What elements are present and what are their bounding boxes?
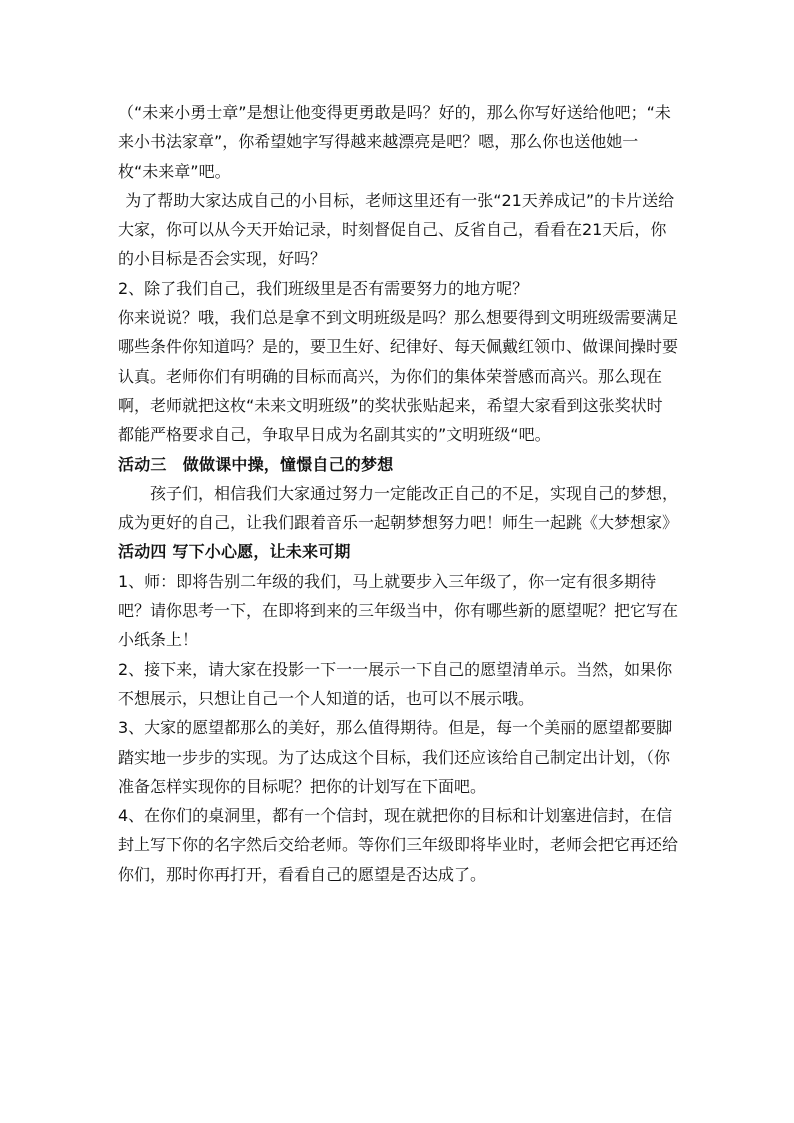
paragraph-badges: （“未来小勇士章”是想让他变得更勇敢是吗？好的，那么你写好送给他吧；“未来小书法家章”，你希望她字写得越来越漂亮是吧？嗯，那么你也送他她一枚“未来章”吧。 [118, 103, 671, 181]
paragraph-dream-dance: 孩子们，相信我们大家通过努力一定能改正自己的不足，实现自己的梦想，成为更好的自己，让我们跟着音乐一起朝梦想努力吧！师生一起跳《大梦想家》 [118, 483, 679, 533]
heading-activity-four: 活动四 写下小心愿，让未来可期 [118, 542, 351, 562]
paragraph-step-four: 4、在你们的桌洞里，都有一个信封，现在就把你的目标和计划塞进信封，在信封上写下你的名字然后交给老师。等你们三年级即将毕业时，老师会把它再还给你们，那时你再打开，看看自己的愿望是否达成了。 [118, 806, 679, 884]
paragraph-step-two: 2、接下来，请大家在投影一下一一展示一下自己的愿望清单示。当然，如果你不想展示，只想让自己一个人知道的话，也可以不展示哦。 [118, 659, 673, 708]
paragraph-21-day-card: 为了帮助大家达成自己的小目标，老师这里还有一张“21天养成记”的卡片送给大家，你可以从今天开始记录，时刻督促自己、反省自己，看看在21天后，你的小目标是否会实现，好吗？ [118, 190, 675, 269]
heading-activity-three: 活动三 做做课中操，憧憬自己的梦想 [118, 454, 394, 474]
document-body [118, 98, 678, 889]
paragraph-step-one: 1、师：即将告别二年级的我们，马上就要步入三年级了，你一定有很多期待吧？请你思考一下，在即将到来的三年级当中，你有哪些新的愿望呢？把它写在小纸条上！ [118, 571, 679, 650]
paragraph-step-three: 3、大家的愿望都那么的美好，那么值得期待。但是，每一个美丽的愿望都要脚踏实地一步步的实现。为了达成这个目标，我们还应该给自己制定出计划，（你准备怎样实现你的目标呢？把你的计划写在下面吧。 [118, 718, 673, 796]
paragraph-class-question: 2、除了我们自己，我们班级里是否有需要努力的地方呢？ [118, 278, 529, 298]
paragraph-civilized-class: 你来说说？哦，我们总是拿不到文明班级是吗？那么想要得到文明班级需要满足哪些条件你知道吗？是的，要卫生好、纪律好、每天佩戴红领巾、做课间操时要认真。老师你们有明确的目标而高兴，为你们的集体荣誉感而高兴。那么现在啊，老师就把这枚“未来文明班级”的奖状张贴起来，希望大家看到这张奖状时都能严格要求自己，争取早日成为名副其实的”文明班级“吧。 [118, 308, 679, 445]
